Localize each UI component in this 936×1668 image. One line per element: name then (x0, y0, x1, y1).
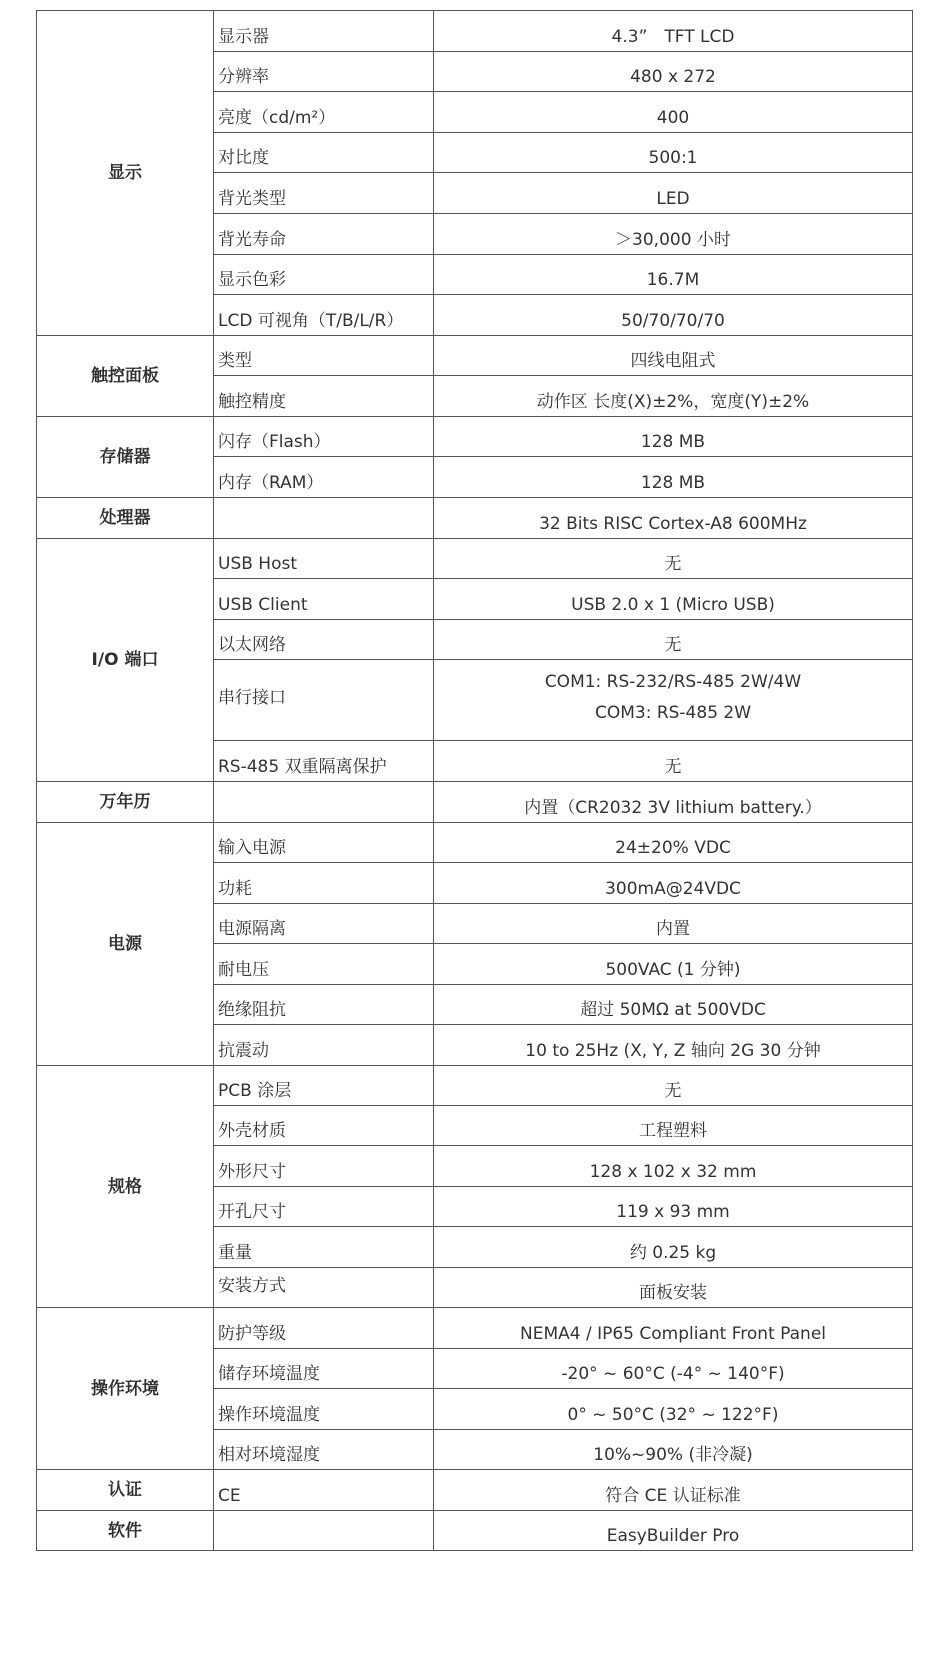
row-value: 四线电阻式 (434, 336, 913, 376)
row-label (214, 782, 434, 823)
row-label: 背光寿命 (214, 214, 434, 255)
row-label: RS-485 双重隔离保护 (214, 741, 434, 782)
row-label: 重量 (214, 1227, 434, 1268)
row-value: 16.7M (434, 255, 913, 295)
row-label: 储存环境温度 (214, 1349, 434, 1389)
row-value: 4.3” TFT LCD (434, 11, 913, 52)
row-label: 安装方式 (214, 1268, 434, 1308)
row-label: 串行接口 (214, 660, 434, 741)
category-specifications: 规格 (37, 1066, 214, 1308)
row-value: 32 Bits RISC Cortex-A8 600MHz (434, 498, 913, 539)
row-value: LED (434, 173, 913, 214)
row-value: USB 2.0 x 1 (Micro USB) (434, 579, 913, 620)
row-value: 面板安装 (434, 1268, 913, 1308)
row-label: 外形尺寸 (214, 1146, 434, 1187)
row-label: 开孔尺寸 (214, 1187, 434, 1227)
row-label: 显示器 (214, 11, 434, 52)
category-touch-panel: 触控面板 (37, 336, 214, 417)
row-value: 动作区 长度(X)±2%，宽度(Y)±2% (434, 376, 913, 417)
row-value: 10%~90% (非冷凝) (434, 1430, 913, 1470)
table-row (37, 1308, 913, 1349)
row-value: -20° ~ 60°C (-4° ~ 140°F) (434, 1349, 913, 1389)
row-label: 背光类型 (214, 173, 434, 214)
category-power: 电源 (37, 823, 214, 1066)
spec-table (36, 10, 913, 1551)
value-line: COM1: RS-232/RS-485 2W/4W (544, 672, 802, 692)
row-label: 抗震动 (214, 1025, 434, 1066)
row-value: 480 x 272 (434, 52, 913, 92)
table-row (37, 539, 913, 579)
row-label: USB Client (214, 579, 434, 620)
row-value: 0° ~ 50°C (32° ~ 122°F) (434, 1389, 913, 1430)
row-label: 亮度（cd/m²） (214, 92, 434, 133)
row-label (214, 1511, 434, 1551)
row-label: 防护等级 (214, 1308, 434, 1349)
row-value: 500:1 (434, 133, 913, 173)
row-label: 显示色彩 (214, 255, 434, 295)
row-label: 外壳材质 (214, 1106, 434, 1146)
row-label: 闪存（Flash） (214, 417, 434, 457)
table-row (37, 1066, 913, 1106)
row-value (434, 660, 913, 741)
category-storage: 存储器 (37, 417, 214, 498)
row-label: 输入电源 (214, 823, 434, 863)
table-row (37, 11, 913, 52)
row-label: LCD 可视角（T/B/L/R） (214, 295, 434, 336)
row-label: 电源隔离 (214, 904, 434, 944)
row-value: 无 (434, 1066, 913, 1106)
row-value: 10 to 25Hz (X, Y, Z 轴向 2G 30 分钟 (434, 1025, 913, 1066)
row-value: ＞30,000 小时 (434, 214, 913, 255)
row-label: 耐电压 (214, 944, 434, 985)
row-label: USB Host (214, 539, 434, 579)
row-value: 约 0.25 kg (434, 1227, 913, 1268)
row-value: 内置 (434, 904, 913, 944)
row-value: 500VAC (1 分钟) (434, 944, 913, 985)
table-row (37, 823, 913, 863)
row-value: 无 (434, 741, 913, 782)
row-label: 触控精度 (214, 376, 434, 417)
value-line: COM3: RS-485 2W (594, 703, 752, 723)
row-value: 300mA@24VDC (434, 863, 913, 904)
table-row (37, 1470, 913, 1511)
row-value: 无 (434, 620, 913, 660)
row-label (214, 498, 434, 539)
row-value: 128 MB (434, 457, 913, 498)
category-calendar: 万年历 (37, 782, 214, 823)
table-row (37, 336, 913, 376)
row-value: 无 (434, 539, 913, 579)
row-label: 分辨率 (214, 52, 434, 92)
table-row (37, 417, 913, 457)
category-io-ports: I/O 端口 (37, 539, 214, 782)
row-label: 内存（RAM） (214, 457, 434, 498)
row-value: 24±20% VDC (434, 823, 913, 863)
table-row (37, 1511, 913, 1551)
category-certification: 认证 (37, 1470, 214, 1511)
row-label: PCB 涂层 (214, 1066, 434, 1106)
row-label: 绝缘阻抗 (214, 985, 434, 1025)
category-environment: 操作环境 (37, 1308, 214, 1470)
table-row (37, 498, 913, 539)
row-label: 对比度 (214, 133, 434, 173)
category-display: 显示 (37, 11, 214, 336)
row-label: 以太网络 (214, 620, 434, 660)
row-value: 工程塑料 (434, 1106, 913, 1146)
table-row (37, 782, 913, 823)
row-value: 119 x 93 mm (434, 1187, 913, 1227)
row-value: NEMA4 / IP65 Compliant Front Panel (434, 1308, 913, 1349)
row-label: 功耗 (214, 863, 434, 904)
row-value: 50/70/70/70 (434, 295, 913, 336)
row-label: 操作环境温度 (214, 1389, 434, 1430)
row-value: 400 (434, 92, 913, 133)
row-value: 内置（CR2032 3V lithium battery.） (434, 782, 913, 823)
row-label: CE (214, 1470, 434, 1511)
category-software: 软件 (37, 1511, 214, 1551)
row-value: EasyBuilder Pro (434, 1511, 913, 1551)
row-label: 相对环境湿度 (214, 1430, 434, 1470)
row-value: 128 x 102 x 32 mm (434, 1146, 913, 1187)
category-processor: 处理器 (37, 498, 214, 539)
row-value: 符合 CE 认证标准 (434, 1470, 913, 1511)
row-value: 超过 50MΩ at 500VDC (434, 985, 913, 1025)
row-value: 128 MB (434, 417, 913, 457)
row-label: 类型 (214, 336, 434, 376)
